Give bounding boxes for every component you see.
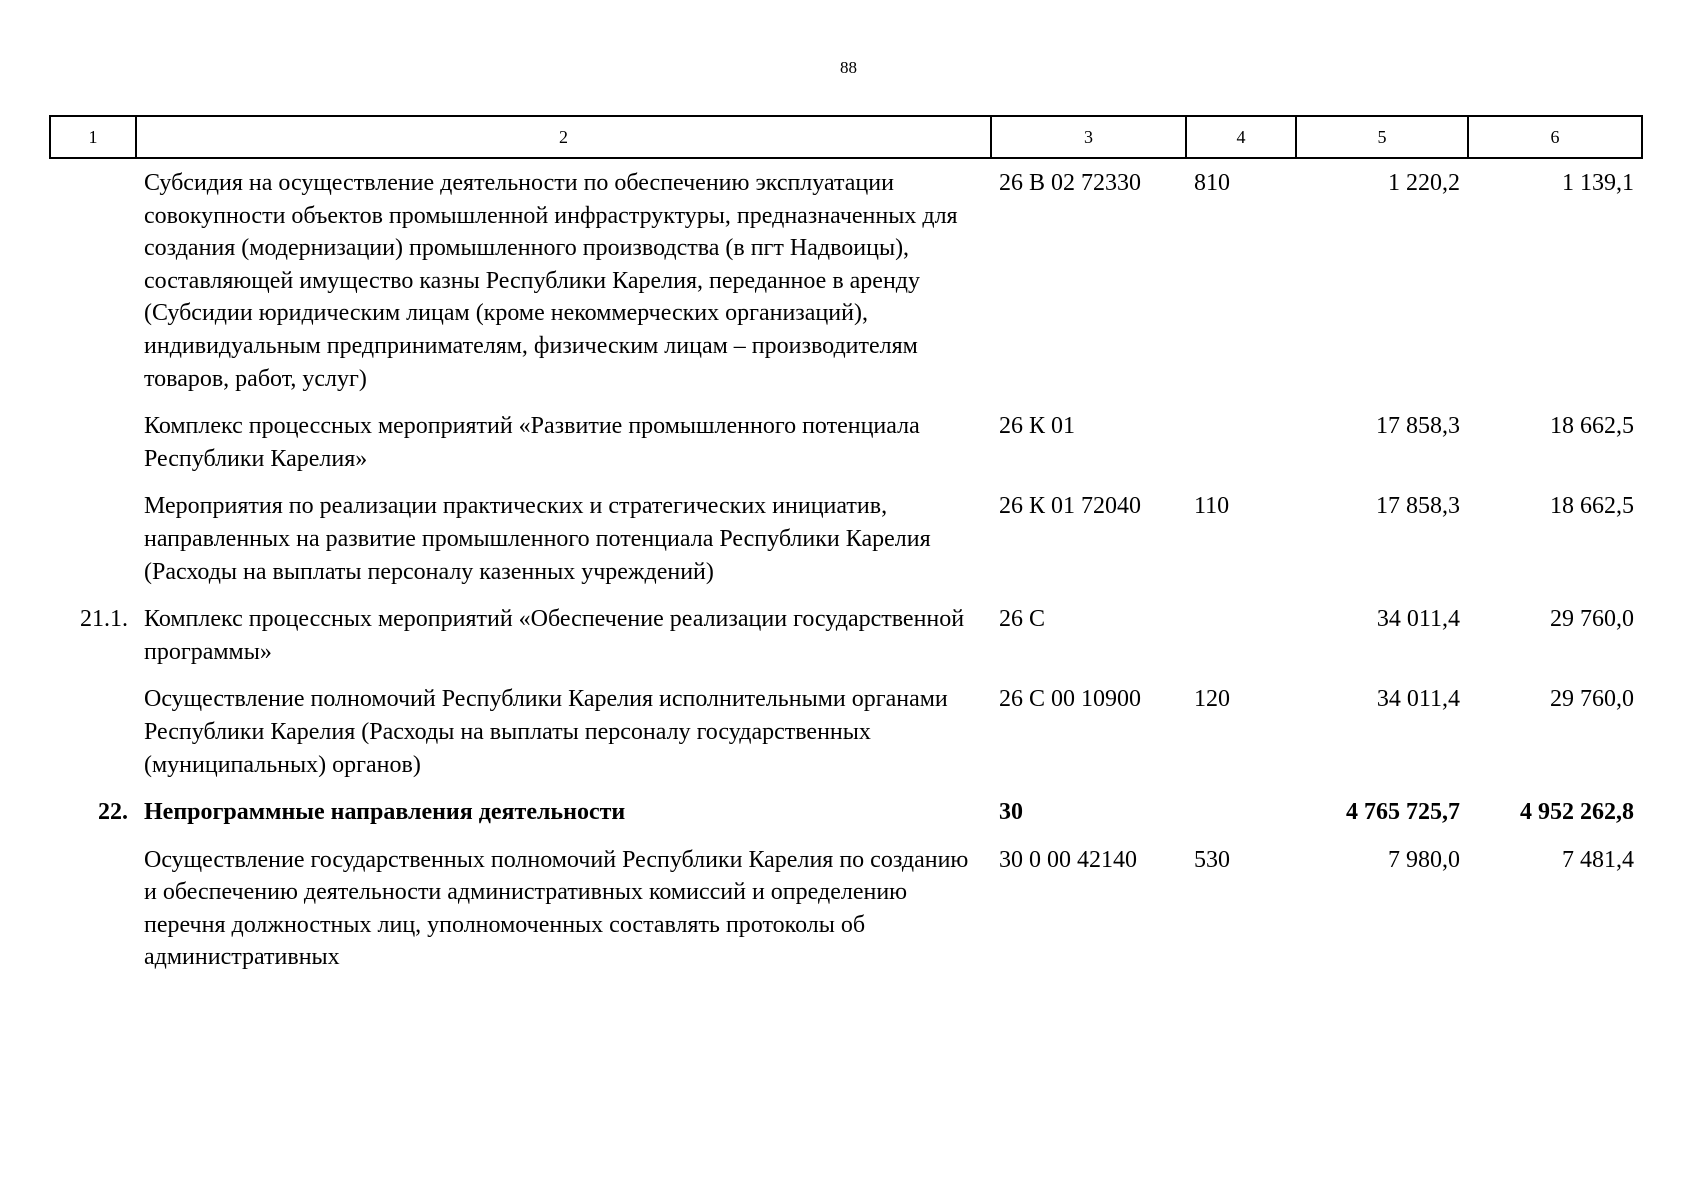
target-article-code: 26 К 01 72040 — [999, 493, 1142, 520]
amount-year-1: 34 011,4 — [1376, 606, 1460, 633]
table-header-row — [50, 116, 1642, 158]
amount-year-1: 4 765 725,7 — [1346, 799, 1460, 826]
target-article-code: 26 К 01 — [999, 413, 1076, 440]
expense-type-code — [1186, 603, 1296, 683]
row-description: Осуществление государственных полномочий Республики Карелия по созданию и обеспечению деятельности административных комиссий и определению перечня должностных лиц, уполномоченных составлять протоколы об административных — [144, 846, 969, 971]
page-number: 88 — [840, 58, 857, 77]
expense-type-code: 110 — [1194, 493, 1230, 520]
amount-year-1: 34 011,4 — [1376, 686, 1460, 713]
expense-type-code — [1186, 796, 1296, 844]
table-row — [50, 603, 1642, 683]
expense-type-code: 530 — [1194, 846, 1230, 873]
row-number — [50, 844, 136, 989]
row-number: 22. — [98, 799, 128, 826]
amount-year-2: 18 662,5 — [1550, 413, 1634, 440]
target-article-code: 26 С 00 10900 — [999, 686, 1142, 713]
column-header: 6 — [1468, 116, 1642, 158]
table-row-section-total — [50, 796, 1642, 844]
row-description: Субсидия на осуществление деятельности по обеспечению эксплуатации совокупности объектов промышленной инфраструктуры, предназначенных для создания (модернизации) промышленного производства (в пгт Надвоицы), составляющей имущество казны Республики Карелия, переданное в аренду (Субсидии юридическим лицам (кроме некоммерческих организаций), индивидуальным предпринимателям, физическим лицам – производителям товаров, работ, услуг) — [144, 170, 958, 392]
row-description: Осуществление полномочий Республики Карелия исполнительными органами Республики Карелия (Расходы на выплаты персоналу государственных (муниципальных) органов) — [144, 686, 948, 778]
row-number — [50, 490, 136, 603]
row-number — [50, 410, 136, 490]
target-article-code: 26 В 02 72330 — [999, 170, 1142, 196]
table-row — [50, 683, 1642, 796]
amount-year-1: 17 858,3 — [1376, 413, 1460, 440]
row-number: 21.1. — [80, 606, 128, 633]
amount-year-2: 29 760,0 — [1550, 606, 1634, 633]
amount-year-2: 29 760,0 — [1550, 686, 1634, 713]
column-header: 4 — [1186, 116, 1296, 158]
column-header: 3 — [991, 116, 1186, 158]
target-article-code: 26 С — [999, 606, 1046, 633]
row-description: Комплекс процессных мероприятий «Развитие промышленного потенциала Республики Карелия» — [144, 413, 920, 472]
row-description: Мероприятия по реализации практических и стратегических инициатив, направленных на развитие промышленного потенциала Республики Карелия (Расходы на выплаты персоналу казенных учреждений) — [144, 493, 931, 585]
table-row — [50, 844, 1642, 989]
row-number — [50, 158, 136, 410]
row-description: Непрограммные направления деятельности — [144, 799, 626, 826]
budget-table — [49, 115, 1643, 989]
target-article-code: 30 0 00 42140 — [999, 846, 1137, 873]
amount-year-1: 1 220,2 — [1388, 170, 1460, 196]
row-number — [50, 683, 136, 796]
amount-year-1: 7 980,0 — [1388, 846, 1460, 873]
amount-year-2: 4 952 262,8 — [1520, 799, 1634, 826]
target-article-code: 30 — [999, 799, 1023, 826]
table-row — [50, 410, 1642, 490]
column-header: 1 — [50, 116, 136, 158]
column-header: 5 — [1296, 116, 1468, 158]
amount-year-2: 18 662,5 — [1550, 493, 1634, 520]
table-row — [50, 490, 1642, 603]
expense-type-code: 120 — [1194, 686, 1230, 713]
table-row — [50, 158, 1642, 410]
row-description: Комплекс процессных мероприятий «Обеспечение реализации государственной программы» — [144, 606, 965, 665]
expense-type-code — [1186, 410, 1296, 490]
column-header: 2 — [136, 116, 991, 158]
amount-year-2: 1 139,1 — [1562, 170, 1634, 196]
amount-year-1: 17 858,3 — [1376, 493, 1460, 520]
amount-year-2: 7 481,4 — [1562, 846, 1634, 873]
expense-type-code: 810 — [1194, 170, 1230, 196]
